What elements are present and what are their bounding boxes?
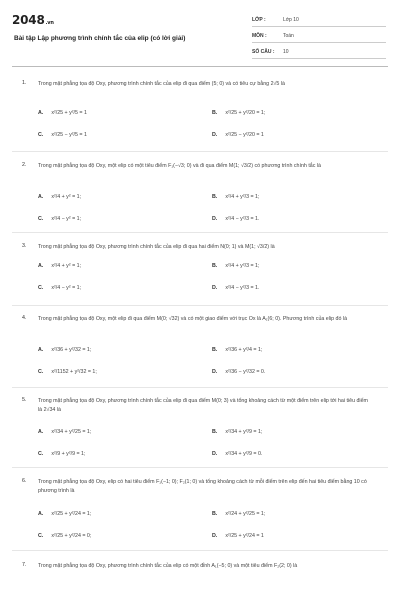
answer-option-c[interactable]	[38, 369, 97, 375]
option-letter: D.	[212, 369, 218, 375]
option-letter: A.	[38, 429, 44, 435]
question-text: Trong mặt phẳng tọa độ Oxy, phương trình chính tắc của elip đi qua hai điểm N(0; 1) và M(1; √3/2) là	[38, 244, 275, 250]
meta-subject-value: Toán	[283, 33, 294, 39]
option-letter: B.	[212, 110, 218, 116]
page-header	[0, 0, 400, 62]
answer-option-c[interactable]	[38, 451, 85, 457]
meta-class-label: LỚP :	[252, 17, 266, 23]
option-text: x²/24 + y²/25 = 1;	[225, 511, 266, 517]
option-letter: D.	[212, 132, 218, 138]
option-text: x²/4 + y²/3 = 1;	[225, 194, 260, 200]
answer-option-c[interactable]	[38, 132, 87, 138]
meta-count-label: SỐ CÂU :	[252, 49, 275, 55]
option-letter: D.	[212, 451, 218, 457]
option-text: x²/1152 + y²/32 = 1;	[51, 369, 97, 375]
answer-option-d[interactable]	[212, 369, 265, 375]
meta-count-value: 10	[283, 49, 289, 55]
option-letter: C.	[38, 285, 44, 291]
question-text: Trong mặt phẳng tọa độ Oxy, phương trình chính tắc của elip đi qua điểm M(0; 3) và tổng khoảng cách từ một điểm trên elip tới hai tiêu điểm là 2√34 là	[38, 398, 368, 413]
option-text: x²/34 + y²/9 = 1;	[225, 429, 263, 435]
option-text: x²/25 + y²/20 = 1;	[225, 110, 266, 116]
question-text: Trong mặt phẳng tọa độ Oxy, một elip đi qua điểm M(0; √32) và có một giao điểm với trục Ox là A₁(6; 0). Phương trình của elip đó là	[38, 316, 348, 322]
meta-subject-label: MÔN :	[252, 33, 267, 39]
answer-option-d[interactable]	[212, 285, 259, 291]
option-text: x²/34 + y²/9 = 0.	[225, 451, 263, 457]
option-letter: C.	[38, 533, 44, 539]
option-letter: A.	[38, 194, 44, 200]
option-letter: B.	[212, 263, 218, 269]
option-text: x²/4 − y² = 1;	[51, 216, 82, 222]
option-letter: D.	[212, 285, 218, 291]
answer-option-a[interactable]	[38, 347, 91, 353]
answer-option-d[interactable]	[212, 451, 262, 457]
question-text: Trong mặt phẳng tọa độ Oxy, phương trình chính tắc của elip đi qua điểm (5; 0) và có tiêu cự bằng 2√5 là	[38, 81, 285, 87]
option-letter: B.	[212, 347, 218, 353]
question-text: Trong mặt phẳng tọa độ Oxy, phương trình chính tắc của elip có một đỉnh A₁(−5; 0) và một tiêu điểm F₂(2; 0) là	[38, 563, 298, 569]
answer-option-c[interactable]	[38, 216, 81, 222]
option-text: x²/36 − y²/32 = 0.	[225, 369, 266, 375]
option-letter: C.	[38, 451, 44, 457]
question-text: Trong mặt phẳng tọa độ Oxy, một elip có một tiêu điểm F₁(−√3; 0) và đi qua điểm M(1; √3/2) có phương trình chính tắc là	[38, 163, 321, 169]
answer-option-d[interactable]	[212, 132, 264, 138]
option-text: x²/34 + y²/25 = 1;	[51, 429, 92, 435]
option-text: x²/25 − y²/5 = 1	[51, 132, 87, 138]
question-number: 5.	[22, 397, 27, 403]
question-divider	[12, 467, 388, 468]
question-number: 7.	[22, 562, 27, 568]
option-text: x²/4 + y²/3 = 1;	[225, 263, 260, 269]
option-letter: B.	[212, 429, 218, 435]
answer-option-b[interactable]	[212, 511, 265, 517]
header-divider	[12, 66, 388, 67]
answer-option-a[interactable]	[38, 263, 81, 269]
option-letter: A.	[38, 110, 44, 116]
option-letter: B.	[212, 194, 218, 200]
answer-option-a[interactable]	[38, 110, 87, 116]
answer-option-b[interactable]	[212, 347, 262, 353]
option-text: x²/4 + y² = 1;	[51, 263, 82, 269]
answer-option-b[interactable]	[212, 263, 259, 269]
meta-class-value: Lớp 10	[283, 17, 299, 23]
option-text: x²/36 + y²/4 = 1;	[225, 347, 263, 353]
meta-subject-row	[252, 30, 386, 43]
question-divider	[12, 550, 388, 551]
option-text: x²/25 − y²/20 = 1	[225, 132, 264, 138]
meta-class-row	[252, 14, 386, 27]
option-letter: A.	[38, 347, 44, 353]
question-number: 3.	[22, 243, 27, 249]
question-divider	[12, 387, 388, 388]
answer-option-c[interactable]	[38, 533, 91, 539]
question-divider	[12, 305, 388, 306]
option-text: x²/4 − y² = 1;	[51, 285, 82, 291]
option-letter: A.	[38, 511, 44, 517]
option-text: x²/25 + y²/5 = 1	[51, 110, 87, 116]
question-text: Trong mặt phẳng tọa độ Oxy, elip có hai tiêu điểm F₁(−1; 0); F₂(1; 0) và tổng khoảng cách từ mỗi điểm trên elip đến hai tiêu điểm bằng 10 có phương trình là	[38, 479, 367, 494]
answer-option-b[interactable]	[212, 110, 265, 116]
option-text: x²/25 + y²/24 = 1	[225, 533, 264, 539]
question-divider	[12, 232, 388, 233]
answer-option-d[interactable]	[212, 216, 259, 222]
answer-option-d[interactable]	[212, 533, 264, 539]
option-letter: C.	[38, 369, 44, 375]
page-title: Bài tập Lập phương trình chính tắc của elip (có lời giải)	[14, 35, 186, 42]
option-letter: D.	[212, 533, 218, 539]
option-letter: B.	[212, 511, 218, 517]
option-letter: C.	[38, 216, 44, 222]
answer-option-a[interactable]	[38, 429, 91, 435]
option-letter: A.	[38, 263, 44, 269]
option-text: x²/36 + y²/32 = 1;	[51, 347, 92, 353]
document-meta	[252, 14, 386, 62]
answer-option-b[interactable]	[212, 429, 262, 435]
question-number: 1.	[22, 80, 27, 86]
option-text: x²/25 + y²/24 = 1;	[51, 511, 92, 517]
answer-option-a[interactable]	[38, 194, 81, 200]
option-text: x²/4 − y²/3 = 1.	[225, 216, 260, 222]
option-text: x²/4 + y² = 1;	[51, 194, 82, 200]
question-divider	[12, 151, 388, 152]
option-text: x²/9 + y²/9 = 1;	[51, 451, 86, 457]
site-logo[interactable]	[12, 13, 54, 27]
question-number: 6.	[22, 478, 27, 484]
option-text: x²/4 − y²/3 = 1.	[225, 285, 260, 291]
question-number: 4.	[22, 315, 27, 321]
logo-text: 2048	[12, 13, 45, 27]
option-text: x²/25 + y²/24 = 0;	[51, 533, 92, 539]
answer-option-c[interactable]	[38, 285, 81, 291]
answer-option-b[interactable]	[212, 194, 259, 200]
answer-option-a[interactable]	[38, 511, 91, 517]
meta-count-row	[252, 46, 386, 59]
option-letter: C.	[38, 132, 44, 138]
question-number: 2.	[22, 162, 27, 168]
logo-domain: .vn	[45, 20, 54, 26]
option-letter: D.	[212, 216, 218, 222]
